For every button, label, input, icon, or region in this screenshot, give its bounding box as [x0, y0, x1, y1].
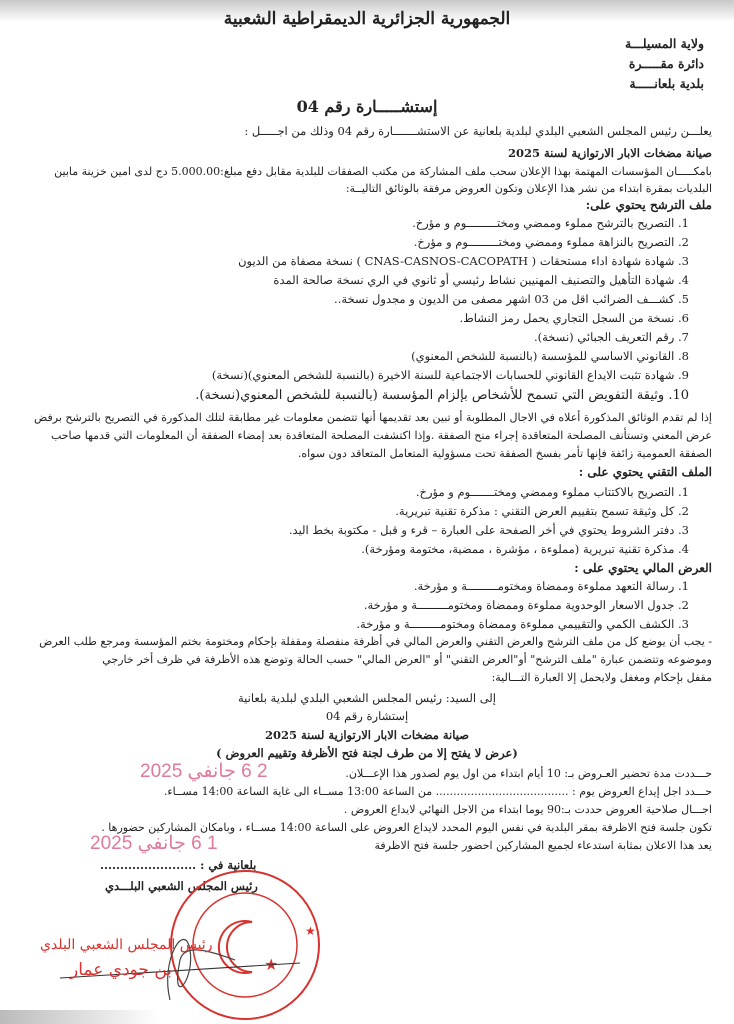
technical-item: 4. مذكرة تقنية تبريرية (مملوءة ، مؤشرة ، ممضية، مختومة ومؤرخة).: [361, 542, 689, 556]
envelope-recipient: إلى السيد: رئيس المجلس الشعبي البلدي لبلدية بلعانية: [238, 691, 496, 705]
financial-item: 2. جدول الاسعار الوحدوية مملوءة وممضاة ومختومـــــــــة و مؤرخة.: [363, 598, 689, 612]
financial-heading: العرض المالي يحتوي على :: [574, 561, 712, 575]
intro-line: يعلـــن رئيس المجلس الشعبي البلدي لبلدية بلعانية عن الاستشـــــــارة رقم 04 وذلك من اجـــــل :: [244, 124, 712, 138]
availability-line: البلديات بمقرة ابتداء من نشر هذا الإعلان وتكون العروض مرفقة بالوثائق التاليــة:: [345, 182, 712, 195]
candidacy-note: الصفقة العمومية زائفة فإنها تأمر بفسخ الصفقة تحت مسؤولية المتعامل المتعاقد دون سواه.: [297, 447, 712, 460]
issue-date-stamp: 1 6 جانفي 2025: [90, 833, 218, 854]
envelope-consultation: إستشارة رقم 04: [325, 709, 409, 723]
signoff-place: بلعانية في : ........................: [100, 858, 257, 872]
schedule-line: حـــدد اجل إيداع العروض يوم : ...................................... من الساعة 13:00 مســاء الى غاية الساعة 14:00 مســاء.: [163, 785, 712, 798]
republic-heading: الجمهورية الجزائرية الديمقراطية الشعبية: [223, 9, 511, 29]
financial-item: 3. الكشف الكمي والتقييمي مملوءة وممضاة ومختومـــــــــة و مؤرخة.: [356, 617, 689, 631]
candidacy-item: 5. كشـــف الضرائب اقل من 03 اشهر مصفى من الديون و مجدول نسخة..: [334, 292, 689, 306]
candidacy-item: 6. نسخة من السجل التجاري يحمل رمز النشاط.: [459, 311, 689, 325]
candidacy-item: 3. شهادة شهادة اداء مستحقات ( CNAS-CASNOS-CACOPATH ) نسخة مصفاة من الديون: [238, 254, 689, 268]
signoff-role: رئيس المجلس الشعبي البلـــدي: [105, 879, 258, 893]
schedule-line: حـــددت مدة تحضير العـروض بـ: 10 أيام ابتداء من اول يوم لصدور هذا الإعـــلان.: [345, 767, 712, 780]
envelope-subject: صيانة مضخات الابار الارتوازية لسنة 2025: [265, 728, 469, 742]
signature-title-stamp: رئيس المجلس الشعبي البلدي: [40, 937, 213, 953]
candidacy-item: 2. التصريح بالنزاهة مملوء وممضي ومختـــــــــوم و مؤرخ.: [413, 235, 689, 249]
candidacy-item: 9. شهادة تثبت الايداع القانوني للحسابات الاجتماعية للسنة الاخيرة (بالنسبة للشخص المعنوي)(نسخة): [211, 368, 689, 382]
crescent-icon: [219, 921, 252, 973]
deposit-date-stamp: 2 6 جانفي 2025: [140, 761, 268, 782]
envelope-warning: (عرض لا يفتح إلا من طرف لجنة فتح الأظرفة وتقييم العروض ): [216, 746, 518, 760]
schedule-line: يعد هذا الاعلان بمثابة استدعاء لجميع المشاركين احضور جلسة فتح الاظرفة: [374, 839, 712, 852]
candidacy-item: 7. رقم التعريف الجبائي (نسخة).: [533, 330, 689, 344]
technical-item: 1. التصريح بالاكتتاب مملوء وممضي ومختـــــــوم و مؤرخ.: [415, 485, 689, 499]
wilaya: ولاية المسيلـــة: [625, 36, 704, 51]
financial-note: وموضوعه وتتضمن عبارة "ملف الترشح" أو"العرض التقني" أو "العرض المالي" حسب الحالة وتوضع هذه الأظرفة في ظرف أخر خارجي: [102, 653, 712, 666]
technical-item: 2. كل وثيقة تسمح بتقييم العرض التقني : مذكرة تقنية تبريرية.: [395, 504, 689, 518]
candidacy-note: إذا لم تقدم الوثائق المذكورة أعلاه في الاجال المطلوبة أو تبين بعد تقديمها أنها تتضمن معلومات غير مطابقة لتلك المذكورة في التصريح بالترشح برفض: [34, 411, 712, 424]
daira: دائرة مقـــــرة: [628, 56, 704, 71]
candidacy-heading: ملف الترشح يحتوي على:: [585, 198, 712, 212]
commune: بلدية بلعانـــــة: [629, 76, 704, 91]
technical-heading: الملف التقني يحتوي على :: [578, 465, 712, 479]
star-icon: ★: [305, 924, 316, 938]
candidacy-item: 10. وثيقة التفويض التي تسمح للأشخاص بإلزام المؤسسة (بالنسبة للشخص المعنوي(نسخة).: [195, 388, 689, 403]
availability-line: بامكـــــان المؤسسات المهتمة بهذا الإعلان سحب ملف المشاركة من مكتب الصفقات للبلدية مقابل دفع مبلغ:5.000.00 دج لدى امين خزينة مابين: [54, 165, 712, 178]
candidacy-item: 4. شهادة التأهيل والتصنيف المهنيين نشاط رئيسي أو ثانوي في الري نسخة صالحة المدة: [273, 273, 689, 287]
schedule-line: اجـــال صلاحية العروض حددت بـ:90 يوما ابتداء من الاجل النهائي لايداع العروض .: [343, 803, 712, 816]
signature-name-stamp: بن جودي عمار: [70, 960, 173, 980]
schedule-line: تكون جلسة فتح الاظرفة بمقر البلدية في نفس اليوم المحدد لايداع العروض على الساعة 14:00 مســاء ، وبامكان المشاركين حضورها .: [101, 821, 712, 834]
star-icon: ★: [264, 955, 279, 974]
candidacy-item: 8. القانوني الاساسي للمؤسسة (بالنسبة للشخص المعنوي): [411, 349, 689, 363]
financial-note: مقفل بإحكام ومغفل ولايحمل إلا العبارة التـــالية:: [491, 671, 712, 684]
subject: صيانة مضخات الابار الارتوازية لسنة 2025: [508, 146, 712, 160]
technical-item: 3. دفتر الشروط يحتوي في أخر الصفحة على العبارة – قرء و قبل - مكتوبة بخط اليد.: [288, 523, 689, 537]
candidacy-item: 1. التصريح بالترشح مملوء وممضي ومختـــــــــوم و مؤرخ.: [412, 216, 689, 230]
financial-note: - يجب أن يوضع كل من ملف الترشح والعرض التقني والعرض المالي في أظرفة منفصلة ومقفلة بإحكام ومختومة بختم المؤسسة ومرجع طلب العرض: [39, 635, 712, 648]
financial-item: 1. رسالة التعهد مملوءة وممضاة ومختومـــــــــة و مؤرخة.: [413, 579, 689, 593]
document-title: إستشـــــارة رقم 04: [296, 97, 438, 116]
candidacy-note: عرض المعني وتستأنف المصلحة المتعاقدة إجراء منح الصفقة .وإذا اكتشفت المصلحة المتعاقدة بعد إمضاء الصفقة أن المعلومات التي قدمها صاحب: [50, 429, 712, 442]
